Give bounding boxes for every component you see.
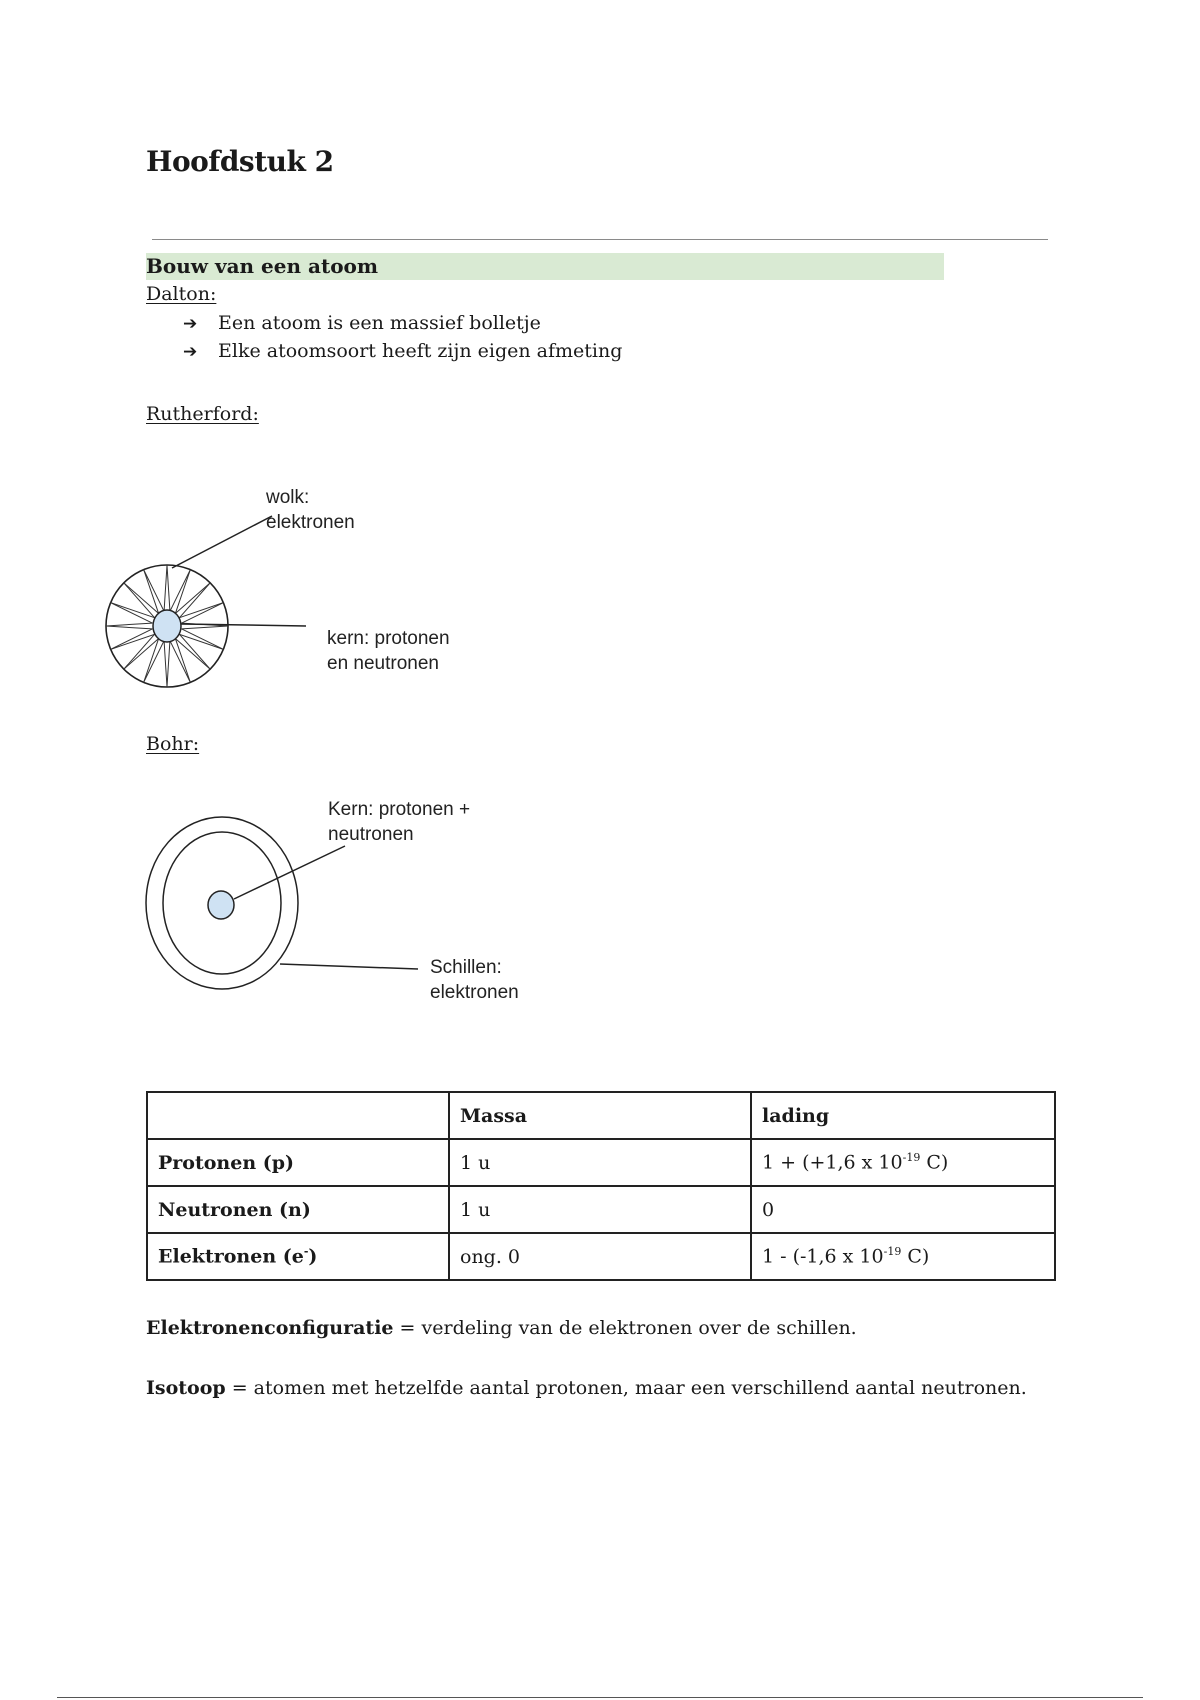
- bohr-nucleus-label-line: neutronen: [328, 824, 414, 845]
- arrow-right-icon: ➔: [183, 314, 198, 334]
- bohr-nucleus-label-line: Kern: protonen +: [328, 799, 471, 820]
- table-header-cell: [147, 1092, 449, 1139]
- cloud-ray: [182, 629, 224, 649]
- cloud-ray: [144, 641, 164, 683]
- cloud-ray: [170, 570, 190, 612]
- shell-label-line: elektronen: [430, 982, 519, 1003]
- cloud-ray: [182, 603, 224, 623]
- table-cell: ong. 0: [449, 1233, 751, 1280]
- cloud-label-line: elektronen: [266, 512, 355, 533]
- nucleus: [208, 891, 234, 919]
- nucleus-label-line: kern: protonen: [327, 628, 450, 649]
- table-cell: Neutronen (n): [147, 1186, 449, 1233]
- nucleus-label-line: en neutronen: [327, 653, 439, 674]
- charge-text: 1 + (+1,6 x 10: [762, 1151, 903, 1174]
- definition-term: Isotoop: [146, 1377, 226, 1399]
- cloud-pointer-line: [172, 516, 272, 568]
- rutherford-atom-diagram: [106, 516, 306, 687]
- rutherford-heading: Rutherford:: [146, 403, 259, 425]
- particle-name-close: ): [308, 1245, 318, 1268]
- definition-text: = verdeling van de elektronen over de schillen.: [393, 1317, 857, 1339]
- table-row: [147, 1233, 1055, 1280]
- charge-exponent: -19: [883, 1245, 902, 1259]
- cloud-ray: [167, 641, 170, 687]
- cloud-ray: [144, 570, 164, 612]
- table-cell: 0: [751, 1186, 1055, 1233]
- cloud-ray: [106, 626, 152, 629]
- dalton-heading: Dalton:: [146, 283, 217, 305]
- table-header-cell: lading: [751, 1092, 1055, 1139]
- table-cell: [751, 1233, 1055, 1280]
- particle-name: Elektronen (e: [158, 1245, 304, 1268]
- charge-exponent: -19: [902, 1151, 921, 1165]
- charge-unit: C): [920, 1151, 949, 1174]
- table-header-cell: Massa: [449, 1092, 751, 1139]
- cloud-ray: [182, 626, 228, 629]
- definition-text: = atomen met hetzelfde aantal protonen, maar een verschillend aantal neutronen.: [225, 1377, 1027, 1399]
- bullet-text: Elke atoomsoort heeft zijn eigen afmeting: [218, 340, 623, 362]
- shell-label-line: Schillen:: [430, 957, 502, 978]
- shell-pointer-line: [280, 964, 418, 969]
- nucleus-label: [327, 626, 450, 676]
- definition-term: Elektronenconfiguratie: [146, 1317, 394, 1339]
- definition-isotoop: [146, 1377, 1027, 1399]
- shell-label: [430, 955, 519, 1005]
- nucleus: [153, 610, 181, 642]
- definition-configuratie: [146, 1317, 857, 1339]
- table-cell: [751, 1139, 1055, 1186]
- charge-unit: C): [901, 1245, 930, 1268]
- cloud-ray: [164, 641, 167, 687]
- bullet-text: Een atoom is een massief bolletje: [218, 312, 541, 334]
- table-row: [147, 1139, 1055, 1186]
- cloud-ray: [167, 565, 170, 611]
- section-title: Bouw van een atoom: [146, 254, 379, 278]
- table-cell: 1 u: [449, 1139, 751, 1186]
- page-bottom-rule: [57, 1697, 1143, 1698]
- charge-text: 1 - (-1,6 x 10: [762, 1245, 884, 1268]
- table-cell: Protonen (p): [147, 1139, 449, 1186]
- nucleus-pointer-line: [234, 846, 345, 899]
- table-row: [147, 1186, 1055, 1233]
- arrow-right-icon: ➔: [183, 342, 198, 362]
- charge-sign: -: [303, 1245, 309, 1259]
- cloud-label-line: wolk:: [266, 487, 310, 508]
- cloud-ray: [106, 623, 152, 626]
- nucleus-pointer-line: [181, 624, 306, 626]
- bohr-heading: Bohr:: [146, 733, 200, 755]
- page-title: Hoofdstuk 2: [146, 145, 334, 178]
- bohr-nucleus-label: [328, 797, 470, 847]
- particle-table: [146, 1091, 1056, 1281]
- cloud-ray: [111, 629, 153, 649]
- cloud-label: [266, 485, 355, 535]
- cloud-ray: [170, 641, 190, 683]
- table-cell: [147, 1233, 449, 1280]
- table-header-row: [147, 1092, 1055, 1139]
- table-cell: 1 u: [449, 1186, 751, 1233]
- cloud-ray: [164, 565, 167, 611]
- cloud-ray: [111, 603, 153, 623]
